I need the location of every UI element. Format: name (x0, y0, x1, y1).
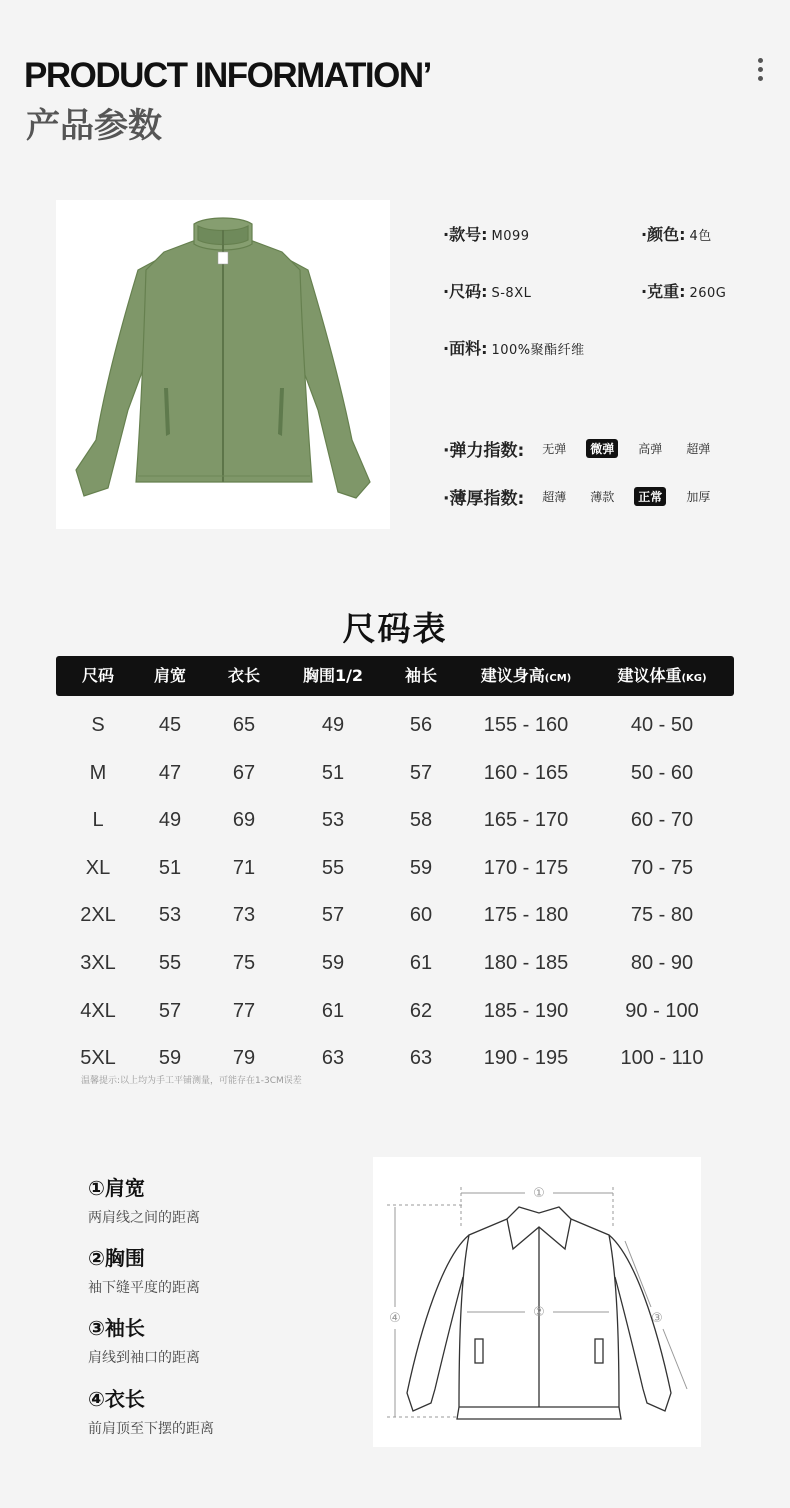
measurement-diagram (373, 1157, 701, 1447)
header-height-unit: (CM) (544, 673, 572, 684)
spec-value: S-8XL (491, 286, 532, 301)
size-table-cell: 57 (321, 904, 345, 927)
size-table-cell: 57 (158, 999, 182, 1022)
size-table-cell: 61 (409, 952, 433, 974)
size-table-cell: 79 (232, 1047, 256, 1070)
diagram-marker-shoulder: ① (533, 1186, 545, 1201)
spec-value: 100%聚酯纤维 (491, 343, 585, 358)
spec-value: 260G (689, 286, 727, 301)
header-sleeve: 袖长 (404, 666, 438, 685)
size-table-cell: 55 (321, 856, 345, 879)
spec-label: ·款号: (443, 225, 488, 244)
diagram-marker-chest: ② (533, 1305, 545, 1320)
page-title-english: PRODUCT INFORMATION’ (24, 56, 431, 95)
size-table-cell: 75 (232, 952, 256, 974)
size-table-cell: 175 - 180 (483, 904, 569, 927)
spec-label: ·尺码: (443, 282, 488, 301)
size-table-cell: 62 (409, 999, 433, 1022)
header-weight-unit: (KG) (681, 673, 707, 684)
size-table-cell: 65 (232, 714, 256, 736)
measure-title: ①肩宽 (88, 1176, 145, 1200)
size-chart-title: 尺码表 (342, 609, 448, 648)
elasticity-option: 无弹 (542, 442, 567, 456)
jacket-icon (56, 200, 390, 529)
size-table-cell: 59 (409, 856, 433, 879)
header-size: 尺码 (81, 666, 115, 685)
measure-desc: 肩线到袖口的距离 (88, 1350, 200, 1366)
size-table-cell: 70 - 75 (630, 856, 694, 879)
size-table-cell: 56 (409, 714, 433, 736)
size-table-cell: 53 (158, 904, 182, 927)
size-table-cell: 73 (232, 904, 256, 927)
size-table-cell: 60 (409, 904, 433, 927)
header-height-text: 建议身高 (480, 666, 545, 685)
thickness-option: 薄款 (590, 490, 615, 504)
size-table-cell: 59 (158, 1047, 182, 1070)
size-table-row (0, 758, 790, 788)
size-table-cell: 67 (232, 761, 256, 784)
size-table-cell: 190 - 195 (483, 1047, 569, 1070)
size-table-cell: 40 - 50 (630, 714, 694, 736)
elasticity-option: 超弹 (686, 442, 711, 456)
jacket-outline-icon (373, 1157, 701, 1447)
measure-title: ②胸围 (88, 1246, 145, 1270)
header-weight (617, 656, 706, 696)
size-table-cell: 155 - 160 (483, 714, 569, 736)
spec-weight (641, 279, 726, 302)
size-table-cell: 57 (409, 761, 433, 784)
size-table-cell: L (92, 809, 104, 832)
size-table-cell: 77 (232, 999, 256, 1022)
size-table-row (0, 805, 790, 835)
size-table-cell: 180 - 185 (483, 952, 569, 974)
size-table-row (0, 1043, 790, 1073)
elasticity-scale (443, 436, 714, 461)
spec-label: ·颜色: (641, 225, 686, 244)
size-table-cell: 45 (158, 714, 182, 736)
thickness-scale (443, 484, 714, 509)
size-table-cell: S (91, 714, 105, 736)
measure-sleeve (88, 1312, 200, 1367)
size-table-cell: 61 (321, 999, 345, 1022)
spec-value: 4色 (689, 229, 712, 244)
size-table-cell: 90 - 100 (625, 999, 699, 1022)
header-chest: 胸围1/2 (302, 666, 364, 685)
header-shoulder: 肩宽 (153, 666, 187, 685)
size-table-cell: 75 - 80 (630, 904, 694, 927)
size-table-cell: 51 (158, 856, 182, 879)
measure-desc: 袖下缝平度的距离 (88, 1280, 200, 1296)
size-table-row (0, 853, 790, 883)
size-table-header (56, 656, 734, 696)
size-table-cell: 59 (321, 952, 345, 974)
size-table-cell: 69 (232, 809, 256, 832)
more-options-icon[interactable] (755, 58, 765, 81)
elasticity-option: 高弹 (638, 442, 663, 456)
size-table-cell: 4XL (80, 999, 116, 1022)
size-table-row (0, 996, 790, 1026)
measure-shoulder (88, 1172, 200, 1227)
size-table-cell: 55 (158, 952, 182, 974)
size-table-cell: 165 - 170 (483, 809, 569, 832)
measure-title: ④衣长 (88, 1387, 145, 1411)
size-table-cell: 49 (321, 714, 345, 736)
thickness-option: 超薄 (542, 490, 567, 504)
size-table-cell: 50 - 60 (630, 761, 694, 784)
size-table-cell: 51 (321, 761, 345, 784)
size-table-row (0, 948, 790, 978)
spec-label: ·面料: (443, 339, 488, 358)
size-table-cell: 60 - 70 (630, 809, 694, 832)
size-table-cell: 49 (158, 809, 182, 832)
thickness-option: 加厚 (686, 490, 711, 504)
measure-chest (88, 1242, 200, 1297)
size-table-cell: 185 - 190 (483, 999, 569, 1022)
measure-length (88, 1383, 214, 1438)
page-title-chinese: 产品参数 (26, 106, 162, 146)
product-image (56, 200, 390, 529)
diagram-marker-sleeve: ③ (651, 1311, 663, 1326)
size-table-cell: 2XL (80, 904, 116, 927)
size-table-cell: 80 - 90 (630, 952, 694, 974)
size-table-cell: 63 (409, 1047, 433, 1070)
measure-desc: 两肩线之间的距离 (88, 1210, 200, 1226)
size-table-row (0, 900, 790, 930)
header-length: 衣长 (227, 666, 261, 685)
spec-fabric (443, 336, 585, 359)
diagram-marker-length: ④ (389, 1311, 401, 1326)
spec-color (641, 222, 712, 245)
size-table-cell: 160 - 165 (483, 761, 569, 784)
elasticity-label: ·弹力指数: (443, 441, 525, 461)
measure-title: ③袖长 (88, 1316, 145, 1340)
size-table-cell: 100 - 110 (620, 1047, 704, 1070)
spec-size (443, 279, 531, 302)
size-table-cell: 71 (232, 856, 256, 879)
size-table-cell: 58 (409, 809, 433, 832)
size-table-cell: XL (85, 856, 111, 879)
spec-label: ·克重: (641, 282, 686, 301)
header-height (481, 656, 571, 696)
measurement-note: 温馨提示:以上均为手工平铺测量，可能存在1-3CM误差 (81, 1076, 302, 1086)
size-table-cell: 47 (158, 761, 182, 784)
elasticity-option-selected: 微弹 (586, 439, 618, 458)
thickness-option-selected: 正常 (634, 487, 666, 506)
size-table-cell: 53 (321, 809, 345, 832)
spec-style-no (443, 222, 530, 245)
spec-value: M099 (491, 229, 530, 244)
header-weight-text: 建议体重 (617, 666, 682, 685)
size-table-cell: 5XL (80, 1047, 116, 1070)
measure-desc: 前肩顶至下摆的距离 (88, 1421, 214, 1437)
size-table-cell: 3XL (80, 952, 116, 974)
size-table-cell: 170 - 175 (483, 856, 569, 879)
size-table-cell: M (89, 761, 107, 784)
thickness-label: ·薄厚指数: (443, 489, 525, 509)
size-table-row (0, 710, 790, 740)
size-table-cell: 63 (321, 1047, 345, 1070)
